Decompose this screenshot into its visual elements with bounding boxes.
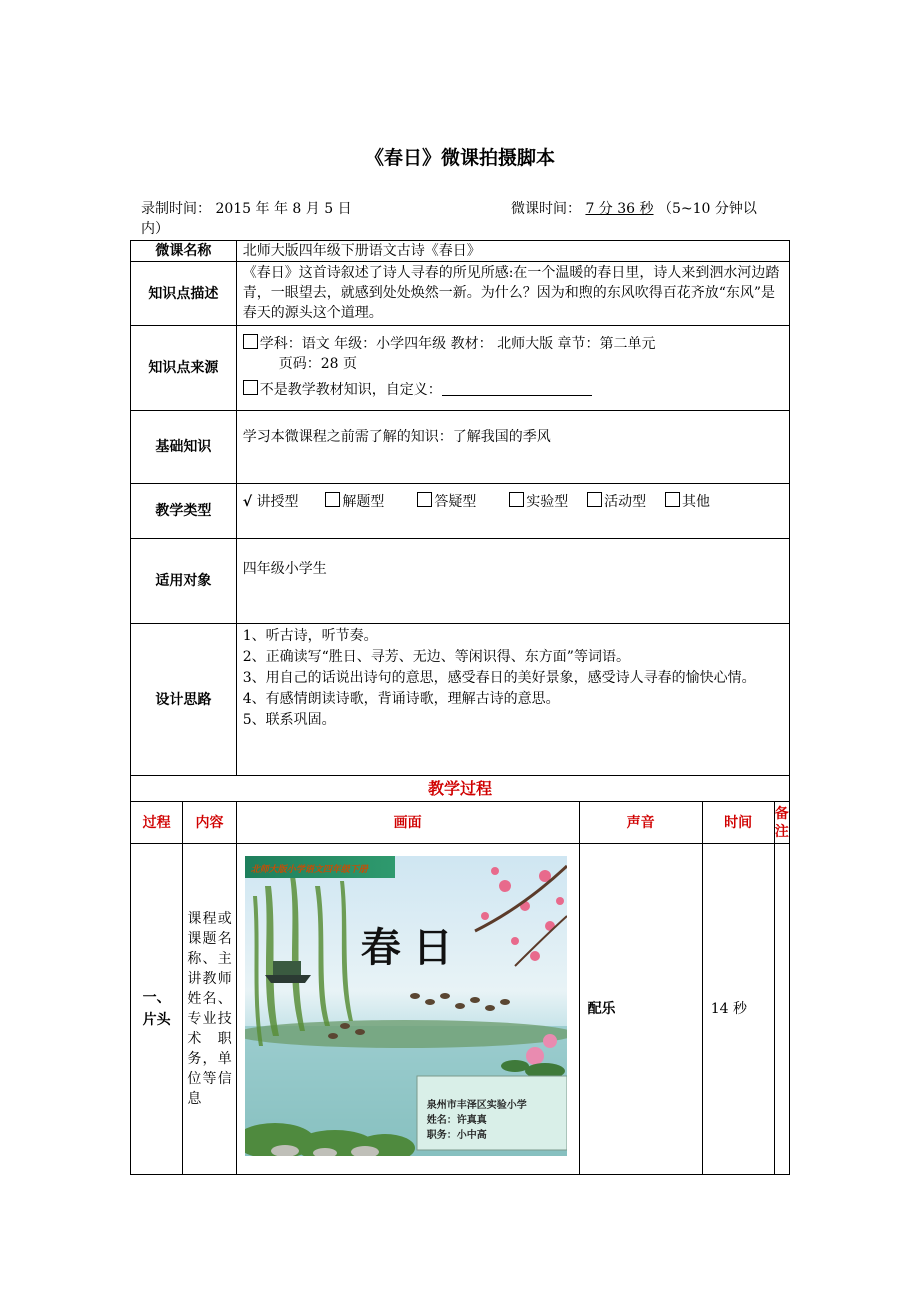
desc-value: 《春日》这首诗叙述了诗人寻春的所见所感:在一个温暖的春日里，诗人来到泗水河边踏青，一眼望去，就感到处处焕然一新。为什么？因为和煦的东风吹得百花齐放“东风”是春天的源头这个道理。	[236, 262, 789, 326]
name-value: 北师大版四年级下册语文古诗《春日》	[236, 241, 789, 262]
opt-qa: 答疑型	[434, 494, 477, 510]
type-options	[236, 484, 789, 539]
basic-value: 学习本微课程之前需了解的知识：了解我国的季风	[236, 411, 789, 484]
opt-other: 其他	[682, 494, 711, 510]
intro-time: 14 秒	[702, 844, 774, 1175]
header-time: 时间	[702, 802, 774, 844]
row-desc	[131, 262, 790, 326]
type-label: 教学类型	[131, 484, 237, 539]
subject-checkbox[interactable]	[243, 334, 258, 349]
teacher-position: 职务：小中高	[426, 1130, 487, 1141]
intro-step: 一、片头	[131, 844, 183, 1175]
target-label: 适用对象	[131, 539, 237, 624]
record-value: 2015 年 年 8 月 5 日	[215, 201, 352, 217]
page-title: 《春日》微课拍摄脚本	[364, 147, 555, 169]
row-basic	[131, 411, 790, 484]
school-name: 泉州市丰泽区实验小学	[426, 1100, 527, 1111]
header-screen: 画面	[236, 802, 579, 844]
row-source	[131, 326, 790, 411]
intro-sound: 配乐	[579, 844, 702, 1175]
activity-checkbox[interactable]	[587, 492, 602, 507]
intro-content: 课程或课题名称、主讲教师姓名、专业技术职务，单位等信息	[183, 844, 236, 1175]
problem-checkbox[interactable]	[325, 492, 340, 507]
intro-screen	[236, 844, 579, 1175]
design-item: 4、有感情朗读诗歌，背诵诗歌，理解古诗的意思。	[242, 691, 560, 707]
teacher-name: 姓名：许真真	[426, 1115, 487, 1126]
duration-note-wrap: 内）	[141, 221, 169, 237]
duration-label: 微课时间：	[511, 201, 581, 217]
teacher-card	[417, 1076, 567, 1150]
design-item: 5、联系巩固。	[242, 712, 336, 728]
design-item: 1、听古诗，听节奏。	[242, 628, 378, 644]
header-note: 备注	[774, 802, 789, 844]
opt-lecture: 讲授型	[256, 494, 299, 510]
row-process-headers	[131, 802, 790, 844]
custom-checkbox[interactable]	[243, 380, 258, 395]
duration	[511, 198, 757, 218]
script-table	[130, 240, 790, 1175]
poem-title: 春日	[360, 924, 465, 971]
intro-note	[774, 844, 789, 1175]
source-cell	[236, 326, 789, 411]
source-line2: 页码：28 页	[278, 356, 357, 372]
other-checkbox[interactable]	[665, 492, 680, 507]
source-label: 知识点来源	[131, 326, 237, 411]
basic-label: 基础知识	[131, 411, 237, 484]
header-content: 内容	[183, 802, 236, 844]
design-label: 设计思路	[131, 624, 237, 776]
process-heading: 教学过程	[131, 776, 790, 802]
duration-value: 7 分 36 秒	[585, 201, 654, 217]
row-type	[131, 484, 790, 539]
record-time	[141, 198, 352, 218]
experiment-checkbox[interactable]	[509, 492, 524, 507]
duration-note: （5~10 分钟以	[657, 201, 757, 217]
row-name	[131, 241, 790, 262]
opt-problem: 解题型	[342, 494, 385, 510]
design-list	[236, 624, 789, 776]
row-design	[131, 624, 790, 776]
custom-blank[interactable]	[442, 381, 592, 396]
record-label: 录制时间：	[141, 201, 211, 217]
row-process-heading	[131, 776, 790, 802]
row-target	[131, 539, 790, 624]
source-line3: 不是教学教材知识，自定义：	[259, 382, 442, 398]
banner-text: 北师大版小学语文四年级下册	[250, 865, 368, 875]
source-line1: 学科：语文 年级：小学四年级 教材： 北师大版 章节：第二单元	[259, 336, 656, 352]
target-value: 四年级小学生	[236, 539, 789, 624]
name-label: 微课名称	[131, 241, 237, 262]
header-sound: 声音	[579, 802, 702, 844]
opt-experiment: 实验型	[526, 494, 569, 510]
intro-image	[245, 856, 567, 1156]
qa-checkbox[interactable]	[417, 492, 432, 507]
lecture-check[interactable]: √	[242, 494, 253, 510]
desc-label: 知识点描述	[131, 262, 237, 326]
row-intro	[131, 844, 790, 1175]
opt-activity: 活动型	[604, 494, 647, 510]
design-item: 3、用自己的话说出诗句的意思，感受春日的美好景象，感受诗人寻春的愉快心情。	[242, 670, 756, 686]
header-step: 过程	[131, 802, 183, 844]
design-item: 2、正确读写“胜日、寻芳、无边、等闲识得、东方面”等词语。	[242, 649, 630, 665]
